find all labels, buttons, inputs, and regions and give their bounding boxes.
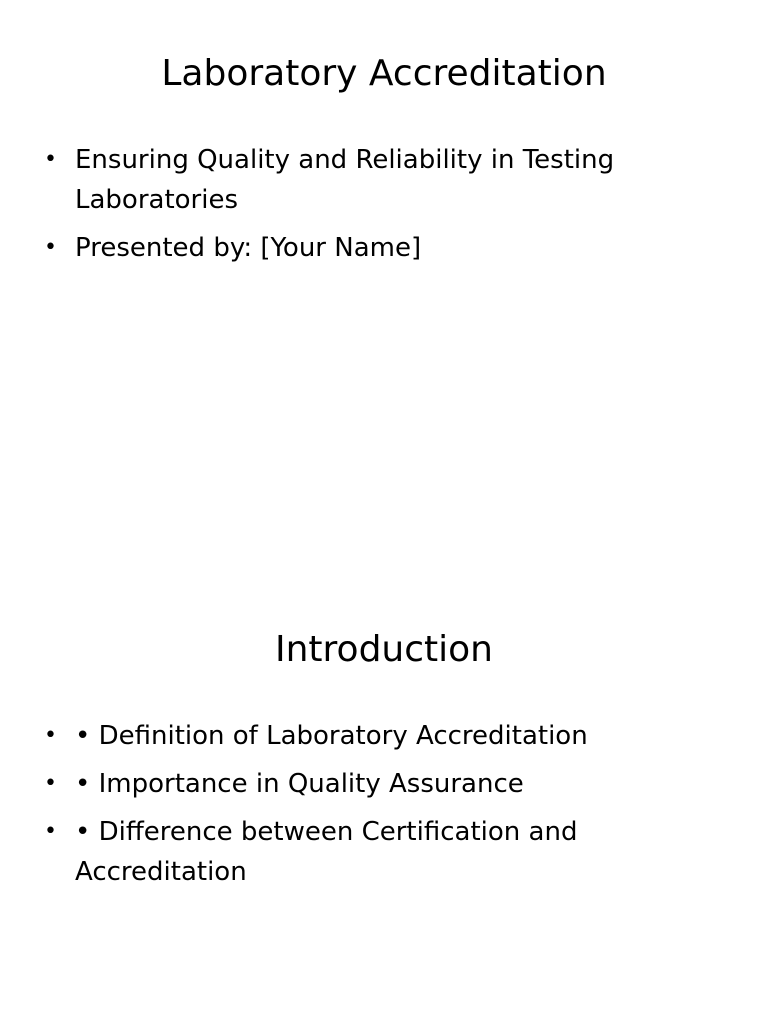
bullet-text: • Definition of Laboratory Accreditation bbox=[75, 721, 588, 751]
bullet-text: Ensuring Quality and Reliability in Testing Laboratories bbox=[75, 145, 615, 215]
bullet-icon: • bbox=[44, 235, 57, 260]
slide-title: Laboratory Accreditation bbox=[161, 53, 607, 94]
slide-title: Introduction bbox=[274, 629, 493, 670]
list-item bbox=[44, 764, 684, 804]
bullet-list bbox=[44, 716, 684, 900]
bullet-text: • Difference between Certification and Accreditation bbox=[75, 817, 578, 887]
list-item bbox=[44, 140, 684, 220]
bullet-icon: • bbox=[44, 723, 57, 748]
bullet-list bbox=[44, 140, 684, 276]
bullet-icon: • bbox=[44, 771, 57, 796]
bullet-icon: • bbox=[44, 147, 57, 172]
bullet-icon: • bbox=[44, 819, 57, 844]
list-item bbox=[44, 812, 684, 892]
slide-introduction bbox=[0, 576, 768, 1024]
bullet-text: Presented by: [Your Name] bbox=[75, 233, 422, 263]
list-item bbox=[44, 228, 684, 268]
bullet-text: • Importance in Quality Assurance bbox=[75, 769, 524, 799]
list-item bbox=[44, 716, 684, 756]
